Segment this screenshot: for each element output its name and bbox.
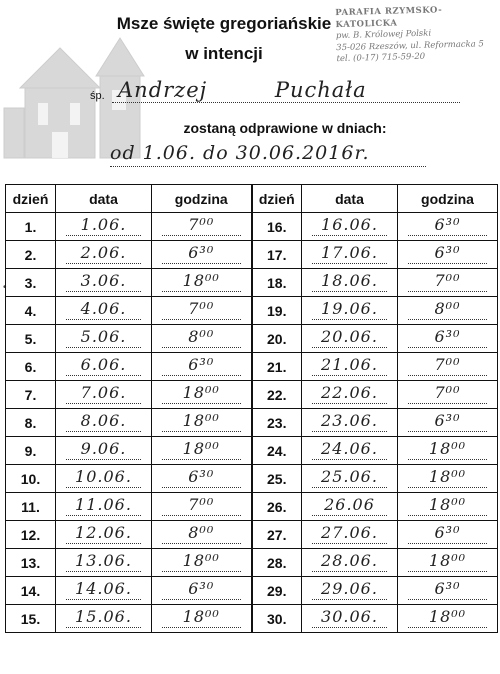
date-value: 20.06.: [312, 327, 387, 348]
date-cell: [302, 381, 398, 409]
date-value: 25.06.: [312, 467, 387, 488]
date-value: 14.06.: [66, 579, 141, 600]
date-cell: [302, 521, 398, 549]
time-cell: [152, 465, 252, 493]
time-value: 18⁰⁰: [408, 551, 487, 572]
table-row: [6, 437, 498, 465]
table-row: [6, 549, 498, 577]
time-cell: [152, 521, 252, 549]
time-cell: [152, 353, 252, 381]
stamp-line-3: 35-026 Rzeszów, ul. Reformacka 5: [336, 38, 485, 53]
time-cell: [152, 493, 252, 521]
time-cell: [152, 549, 252, 577]
date-value: 3.06.: [66, 271, 141, 292]
day-cell: 8.: [6, 409, 56, 437]
margin-mark: •: [3, 282, 7, 293]
date-cell: [56, 269, 152, 297]
table-row: [6, 465, 498, 493]
date-value: 6.06.: [66, 355, 141, 376]
time-cell: [152, 269, 252, 297]
date-cell: [56, 549, 152, 577]
date-cell: [56, 325, 152, 353]
date-value: 12.06.: [66, 523, 141, 544]
date-value: 18.06.: [312, 271, 387, 292]
time-value: 18⁰⁰: [408, 495, 487, 516]
date-cell: [56, 465, 152, 493]
day-cell: 9.: [6, 437, 56, 465]
time-value: 6³⁰: [408, 523, 487, 544]
day-cell: 4.: [6, 297, 56, 325]
time-cell: [398, 549, 498, 577]
deceased-name: Andrzej Puchała: [118, 78, 367, 102]
day-cell: 20.: [252, 325, 302, 353]
date-cell: [302, 325, 398, 353]
date-cell: [56, 353, 152, 381]
date-value: 1.06.: [66, 215, 141, 236]
day-cell: 29.: [252, 577, 302, 605]
date-cell: [302, 297, 398, 325]
day-cell: 10.: [6, 465, 56, 493]
date-cell: [302, 353, 398, 381]
day-cell: 27.: [252, 521, 302, 549]
day-cell: 14.: [6, 577, 56, 605]
date-value: 21.06.: [312, 355, 387, 376]
day-cell: 28.: [252, 549, 302, 577]
parish-stamp: [335, 4, 497, 72]
time-value: 7⁰⁰: [162, 299, 241, 320]
table-row: [6, 409, 498, 437]
table-header-row: [6, 185, 498, 213]
table-row: [6, 325, 498, 353]
date-cell: [302, 577, 398, 605]
time-cell: [152, 577, 252, 605]
time-value: 6³⁰: [162, 243, 241, 264]
day-cell: 2.: [6, 241, 56, 269]
time-value: 8⁰⁰: [408, 299, 487, 320]
date-cell: [302, 465, 398, 493]
stamp-line-2: pw. B. Królowej Polski: [335, 28, 432, 42]
time-value: 7⁰⁰: [162, 215, 241, 236]
time-value: 18⁰⁰: [408, 607, 487, 628]
date-cell: [302, 437, 398, 465]
stamp-line-1: PARAFIA RZYMSKO-KATOLICKA: [335, 5, 443, 30]
date-cell: [56, 297, 152, 325]
time-cell: [152, 241, 252, 269]
header-date: data: [56, 185, 152, 213]
time-value: 6³⁰: [408, 327, 487, 348]
time-cell: [152, 325, 252, 353]
intention-name-row: [90, 80, 460, 108]
time-cell: [398, 577, 498, 605]
time-cell: [398, 297, 498, 325]
time-cell: [398, 521, 498, 549]
time-cell: [398, 269, 498, 297]
day-cell: 6.: [6, 353, 56, 381]
day-cell: 15.: [6, 605, 56, 633]
date-value: 11.06.: [66, 495, 141, 516]
date-cell: [56, 241, 152, 269]
day-cell: 12.: [6, 521, 56, 549]
time-cell: [398, 241, 498, 269]
table-row: [6, 493, 498, 521]
time-cell: [152, 297, 252, 325]
date-value: 24.06.: [312, 439, 387, 460]
time-cell: [398, 605, 498, 633]
date-cell: [302, 605, 398, 633]
day-cell: 16.: [252, 213, 302, 241]
time-value: 18⁰⁰: [408, 439, 487, 460]
time-value: 6³⁰: [408, 411, 487, 432]
schedule-caption: zostaną odprawione w dniach:: [183, 120, 387, 136]
day-cell: 1.: [6, 213, 56, 241]
date-value: 30.06.: [312, 607, 387, 628]
time-cell: [398, 409, 498, 437]
date-value: 8.06.: [66, 411, 141, 432]
table-row: [6, 213, 498, 241]
time-cell: [398, 493, 498, 521]
date-value: 15.06.: [66, 607, 141, 628]
time-value: 18⁰⁰: [162, 551, 241, 572]
time-value: 18⁰⁰: [162, 271, 241, 292]
time-cell: [152, 213, 252, 241]
date-value: 9.06.: [66, 439, 141, 460]
table-row: [6, 381, 498, 409]
date-value: 23.06.: [312, 411, 387, 432]
time-value: 7⁰⁰: [408, 355, 487, 376]
date-cell: [302, 549, 398, 577]
document-subtitle: w intencji: [185, 44, 263, 63]
date-value: 29.06.: [312, 579, 387, 600]
time-value: 18⁰⁰: [162, 411, 241, 432]
table-row: [6, 605, 498, 633]
date-cell: [56, 213, 152, 241]
time-cell: [152, 409, 252, 437]
day-cell: 13.: [6, 549, 56, 577]
time-value: 7⁰⁰: [408, 383, 487, 404]
date-cell: [56, 409, 152, 437]
header-day: dzień: [6, 185, 56, 213]
time-cell: [152, 381, 252, 409]
date-value: 17.06.: [312, 243, 387, 264]
table-row: [6, 241, 498, 269]
day-cell: 24.: [252, 437, 302, 465]
time-value: 6³⁰: [408, 215, 487, 236]
stamp-line-4: tel. (0-17) 715-59-20: [336, 51, 426, 65]
header-date: data: [302, 185, 398, 213]
time-value: 18⁰⁰: [162, 439, 241, 460]
date-cell: [56, 577, 152, 605]
sp-label: śp.: [90, 90, 105, 102]
time-value: 6³⁰: [408, 579, 487, 600]
date-dotted-line: [110, 166, 426, 167]
date-range: od 1.06. do 30.06.2016r.: [110, 142, 370, 164]
time-value: 7⁰⁰: [408, 271, 487, 292]
time-value: 6³⁰: [408, 243, 487, 264]
date-value: 10.06.: [66, 467, 141, 488]
date-value: 7.06.: [66, 383, 141, 404]
day-cell: 23.: [252, 409, 302, 437]
time-value: 6³⁰: [162, 355, 241, 376]
date-range-row: [110, 142, 410, 170]
date-cell: [56, 521, 152, 549]
date-cell: [302, 409, 398, 437]
date-value: 26.06: [312, 495, 387, 516]
date-value: 13.06.: [66, 551, 141, 572]
time-value: 8⁰⁰: [162, 523, 241, 544]
day-cell: 17.: [252, 241, 302, 269]
day-cell: 11.: [6, 493, 56, 521]
time-cell: [398, 353, 498, 381]
day-cell: 19.: [252, 297, 302, 325]
time-value: 18⁰⁰: [162, 383, 241, 404]
date-value: 2.06.: [66, 243, 141, 264]
document-title: Msze święte gregoriańskie: [116, 14, 332, 33]
day-cell: 5.: [6, 325, 56, 353]
time-value: 6³⁰: [162, 579, 241, 600]
time-cell: [398, 437, 498, 465]
day-cell: 7.: [6, 381, 56, 409]
header-day: dzień: [252, 185, 302, 213]
date-cell: [56, 381, 152, 409]
date-value: 5.06.: [66, 327, 141, 348]
day-cell: 21.: [252, 353, 302, 381]
day-cell: 22.: [252, 381, 302, 409]
time-cell: [398, 325, 498, 353]
date-cell: [302, 493, 398, 521]
day-cell: 25.: [252, 465, 302, 493]
header-time: godzina: [398, 185, 498, 213]
mass-schedule-table: [5, 184, 498, 633]
date-value: 4.06.: [66, 299, 141, 320]
date-cell: [302, 213, 398, 241]
date-value: 22.06.: [312, 383, 387, 404]
time-cell: [398, 213, 498, 241]
time-value: 6³⁰: [162, 467, 241, 488]
table-row: [6, 353, 498, 381]
time-cell: [152, 605, 252, 633]
date-value: 19.06.: [312, 299, 387, 320]
day-cell: 18.: [252, 269, 302, 297]
date-cell: [56, 437, 152, 465]
time-value: 7⁰⁰: [162, 495, 241, 516]
time-cell: [152, 437, 252, 465]
time-cell: [398, 465, 498, 493]
day-cell: 26.: [252, 493, 302, 521]
time-value: 18⁰⁰: [408, 467, 487, 488]
date-value: 16.06.: [312, 215, 387, 236]
header-time: godzina: [152, 185, 252, 213]
day-cell: 3.: [6, 269, 56, 297]
table-row: [6, 577, 498, 605]
date-value: 27.06.: [312, 523, 387, 544]
time-value: 8⁰⁰: [162, 327, 241, 348]
time-value: 18⁰⁰: [162, 607, 241, 628]
name-dotted-line: [112, 102, 460, 103]
time-cell: [398, 381, 498, 409]
table-row: [6, 269, 498, 297]
date-cell: [56, 605, 152, 633]
date-cell: [302, 241, 398, 269]
date-cell: [302, 269, 398, 297]
table-row: [6, 521, 498, 549]
table-body: [6, 213, 498, 633]
table-row: [6, 297, 498, 325]
date-value: 28.06.: [312, 551, 387, 572]
date-cell: [56, 493, 152, 521]
day-cell: 30.: [252, 605, 302, 633]
